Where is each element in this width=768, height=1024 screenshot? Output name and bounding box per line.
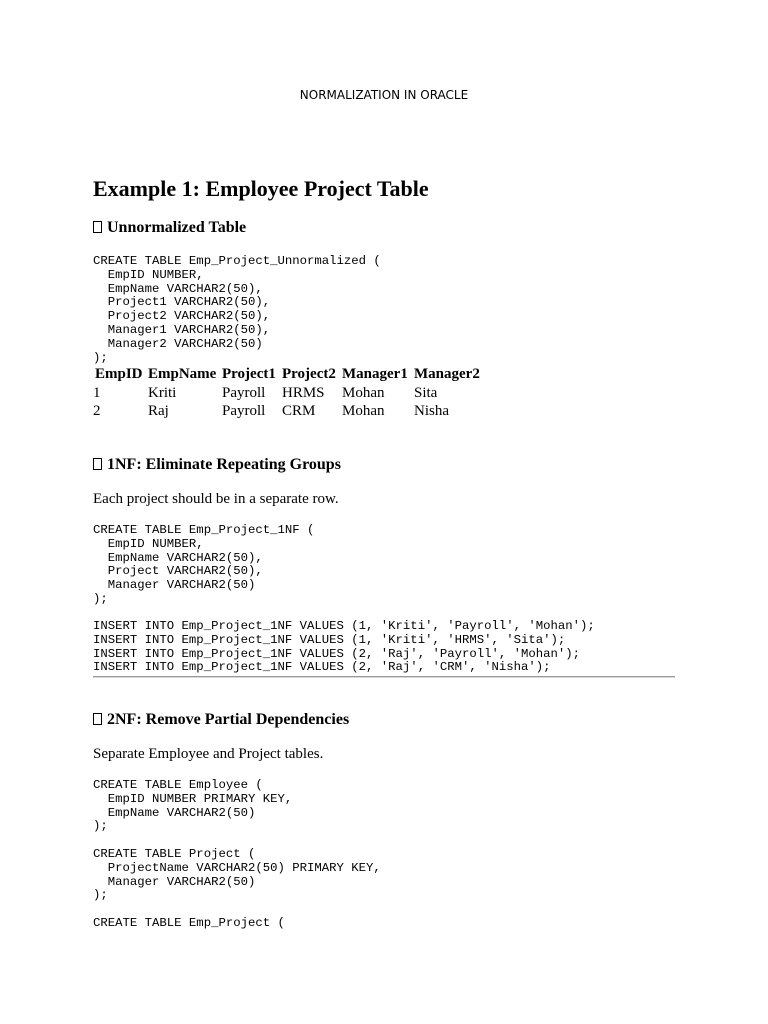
table-cell: Nisha: [414, 403, 449, 419]
employee-create-code: CREATE TABLE Employee ( EmpID NUMBER PRIMARY KEY, EmpName VARCHAR2(50) );: [93, 778, 293, 834]
box-glyph-icon: [93, 221, 102, 233]
first-nf-heading: [93, 456, 341, 474]
first-nf-create-code: CREATE TABLE Emp_Project_1NF ( EmpID NUMBER, EmpName VARCHAR2(50), Project VARCHAR2(50), Manager VARCHAR2(50) );: [93, 523, 315, 606]
column-header-manager1: Manager1: [342, 366, 408, 382]
second-nf-heading: [93, 711, 349, 729]
table-cell: Payroll: [222, 384, 266, 401]
table-cell: 1: [93, 384, 101, 401]
table-header-row: [93, 365, 480, 384]
table-row: [93, 384, 480, 403]
unnormalized-create-code: CREATE TABLE Emp_Project_Unnormalized ( EmpID NUMBER, EmpName VARCHAR2(50), Project1 VARCHAR2(50), Project2 VARCHAR2(50), Manager1 VARCHAR2(50), Manager2 VARCHAR2(50) );: [93, 254, 381, 365]
table-cell: Raj: [148, 403, 169, 419]
unnormalized-data-table: [93, 365, 480, 421]
unnormalized-heading-text: Unnormalized Table: [107, 219, 247, 236]
second-nf-description: Separate Employee and Project tables.: [93, 746, 324, 762]
table-cell: Mohan: [342, 384, 385, 401]
table-row: [93, 402, 480, 421]
table-cell: HRMS: [282, 384, 325, 401]
first-nf-insert-code: INSERT INTO Emp_Project_1NF VALUES (1, 'Kriti', 'Payroll', 'Mohan'); INSERT INTO Emp_Project_1NF VALUES (1, 'Kriti', 'HRMS', 'Sita'); INSERT INTO Emp_Project_1NF VALUES (2, 'Raj', 'Payroll', 'Mohan'); INSERT INTO Emp_Project_1NF VALUES (2, 'Raj', 'CRM', 'Nisha');: [93, 619, 595, 675]
example-title: Example 1: Employee Project Table: [93, 176, 429, 201]
second-nf-heading-text: 2NF: Remove Partial Dependencies: [107, 711, 350, 728]
emp-project-create-code: CREATE TABLE Emp_Project (: [93, 916, 285, 930]
column-header-project2: Project2: [282, 366, 336, 382]
table-cell: 2: [93, 403, 101, 419]
box-glyph-icon: [93, 713, 102, 725]
column-header-empname: EmpName: [148, 366, 217, 382]
table-cell: Sita: [414, 384, 438, 401]
table-cell: Payroll: [222, 403, 266, 419]
first-nf-heading-text: 1NF: Eliminate Repeating Groups: [107, 456, 341, 473]
first-nf-description: Each project should be in a separate row.: [93, 491, 339, 507]
column-header-empid: EmpID: [95, 366, 143, 382]
page-header: NORMALIZATION IN ORACLE: [299, 88, 469, 102]
column-header-manager2: Manager2: [414, 366, 480, 382]
table-cell: Kriti: [148, 384, 177, 401]
box-glyph-icon: [93, 458, 102, 470]
column-header-project1: Project1: [222, 366, 276, 382]
horizontal-divider: [93, 676, 675, 678]
table-cell: CRM: [282, 403, 316, 419]
project-create-code: CREATE TABLE Project ( ProjectName VARCHAR2(50) PRIMARY KEY, Manager VARCHAR2(50) );: [93, 847, 381, 903]
table-cell: Mohan: [342, 403, 385, 419]
unnormalized-heading: [93, 219, 246, 237]
